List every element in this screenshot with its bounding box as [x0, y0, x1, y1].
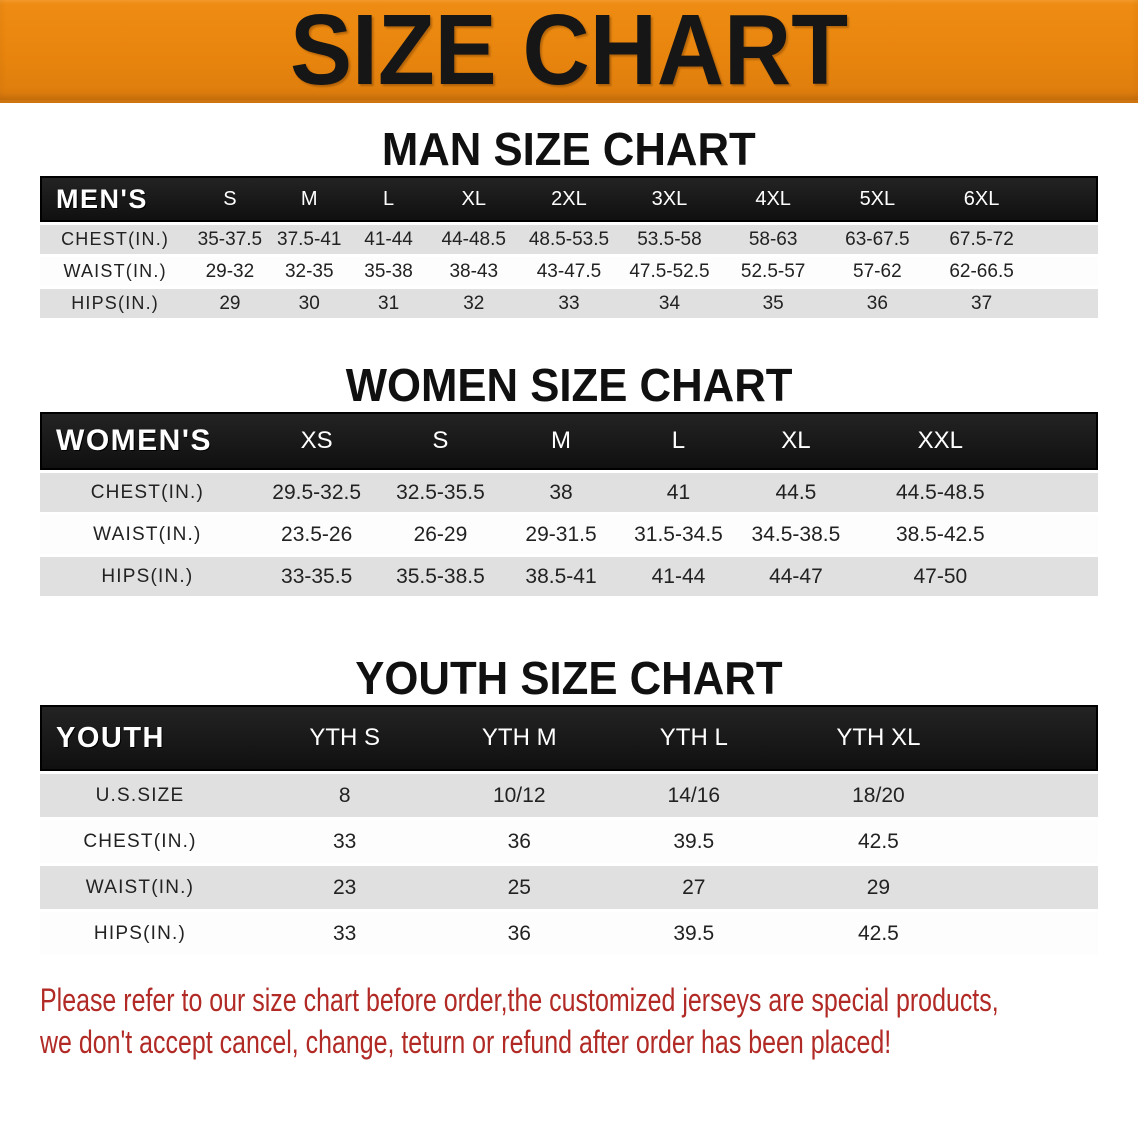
men-size-col-xl: XL [428, 176, 519, 222]
row-label: WAIST(IN.) [40, 257, 190, 286]
men-size-col-m: M [270, 176, 349, 222]
cell: 27 [589, 866, 798, 909]
cell: 41-44 [349, 225, 428, 254]
row-label: CHEST(IN.) [40, 225, 190, 254]
cell: 32.5-35.5 [379, 473, 503, 512]
cell: 29 [190, 289, 269, 318]
men-table-header-row [40, 176, 1098, 222]
cell: 34.5-38.5 [737, 515, 854, 554]
cell: 52.5-57 [720, 257, 826, 286]
women-chest-row [40, 473, 1098, 512]
men-size-table [40, 173, 1098, 321]
cell: 38 [502, 473, 619, 512]
cell: 38.5-42.5 [855, 515, 1026, 554]
youth-section-heading: YOUTH SIZE CHART [355, 652, 783, 704]
filler-cell [958, 866, 1098, 909]
men-size-col-6xl: 6XL [929, 176, 1035, 222]
youth-table-header-row [40, 705, 1098, 771]
women-section-heading: WOMEN SIZE CHART [345, 359, 793, 411]
cell: 38.5-41 [502, 557, 619, 596]
men-waist-row [40, 257, 1098, 286]
cell: 42.5 [799, 912, 959, 955]
cell: 36 [826, 289, 929, 318]
women-size-col-m: M [502, 412, 619, 470]
row-label: WAIST(IN.) [40, 866, 240, 909]
men-size-col-2xl: 2XL [519, 176, 618, 222]
cell: 29 [799, 866, 959, 909]
men-size-col-l: L [349, 176, 428, 222]
cell: 18/20 [799, 774, 959, 817]
cell: 67.5-72 [929, 225, 1035, 254]
cell: 63-67.5 [826, 225, 929, 254]
header-filler-cell [958, 705, 1098, 771]
cell: 33 [519, 289, 618, 318]
cell: 35.5-38.5 [379, 557, 503, 596]
filler-cell [958, 820, 1098, 863]
header-filler-cell [1034, 176, 1098, 222]
row-label: CHEST(IN.) [40, 820, 240, 863]
cell: 23.5-26 [255, 515, 379, 554]
row-label: HIPS(IN.) [40, 289, 190, 318]
cell: 35-37.5 [190, 225, 269, 254]
cell: 53.5-58 [619, 225, 721, 254]
women-size-col-s: S [379, 412, 503, 470]
row-label: U.S.SIZE [40, 774, 240, 817]
youth-ussize-row [40, 774, 1098, 817]
cell: 41 [620, 473, 737, 512]
men-chest-row [40, 225, 1098, 254]
disclaimer [40, 979, 1138, 1063]
youth-size-table [40, 702, 1098, 958]
cell: 32 [428, 289, 519, 318]
cell: 48.5-53.5 [519, 225, 618, 254]
men-size-col-4xl: 4XL [720, 176, 826, 222]
cell: 35 [720, 289, 826, 318]
men-section-heading: MAN SIZE CHART [382, 123, 756, 175]
cell: 33 [240, 820, 449, 863]
cell: 62-66.5 [929, 257, 1035, 286]
youth-chest-row [40, 820, 1098, 863]
cell: 29-31.5 [502, 515, 619, 554]
filler-cell [1034, 289, 1098, 318]
disclaimer-line-2: we don't accept cancel, change, teturn or refund after order has been placed! [40, 1024, 892, 1060]
cell: 36 [449, 820, 589, 863]
cell: 10/12 [449, 774, 589, 817]
youth-size-col-s: YTH S [240, 705, 449, 771]
filler-cell [1034, 225, 1098, 254]
cell: 31 [349, 289, 428, 318]
row-label: HIPS(IN.) [40, 557, 255, 596]
row-label: HIPS(IN.) [40, 912, 240, 955]
banner-title: SIZE CHART [290, 0, 848, 103]
women-size-table [40, 409, 1098, 599]
cell: 33 [240, 912, 449, 955]
cell: 34 [619, 289, 721, 318]
cell: 25 [449, 866, 589, 909]
men-table-corner-label: MEN'S [40, 176, 190, 222]
filler-cell [1026, 515, 1098, 554]
cell: 37 [929, 289, 1035, 318]
filler-cell [958, 912, 1098, 955]
women-table-header-row [40, 412, 1098, 470]
cell: 58-63 [720, 225, 826, 254]
cell: 39.5 [589, 912, 798, 955]
row-label: WAIST(IN.) [40, 515, 255, 554]
cell: 43-47.5 [519, 257, 618, 286]
filler-cell [1026, 473, 1098, 512]
header-filler-cell [1026, 412, 1098, 470]
cell: 30 [270, 289, 349, 318]
women-size-col-l: L [620, 412, 737, 470]
youth-hips-row [40, 912, 1098, 955]
cell: 8 [240, 774, 449, 817]
cell: 47-50 [855, 557, 1026, 596]
filler-cell [958, 774, 1098, 817]
cell: 26-29 [379, 515, 503, 554]
cell: 36 [449, 912, 589, 955]
filler-cell [1026, 557, 1098, 596]
filler-cell [1034, 257, 1098, 286]
cell: 42.5 [799, 820, 959, 863]
cell: 31.5-34.5 [620, 515, 737, 554]
cell: 35-38 [349, 257, 428, 286]
women-hips-row [40, 557, 1098, 596]
youth-waist-row [40, 866, 1098, 909]
cell: 47.5-52.5 [619, 257, 721, 286]
women-size-col-xs: XS [255, 412, 379, 470]
cell: 29-32 [190, 257, 269, 286]
cell: 33-35.5 [255, 557, 379, 596]
youth-size-col-xl: YTH XL [799, 705, 959, 771]
women-size-col-xl: XL [737, 412, 854, 470]
disclaimer-line-1: Please refer to our size chart before order,the customized jerseys are special products, [40, 982, 999, 1018]
women-waist-row [40, 515, 1098, 554]
cell: 37.5-41 [270, 225, 349, 254]
cell: 41-44 [620, 557, 737, 596]
youth-size-col-m: YTH M [449, 705, 589, 771]
cell: 29.5-32.5 [255, 473, 379, 512]
cell: 44-47 [737, 557, 854, 596]
men-size-col-5xl: 5XL [826, 176, 929, 222]
cell: 44.5-48.5 [855, 473, 1026, 512]
youth-table-corner-label: YOUTH [40, 705, 240, 771]
cell: 23 [240, 866, 449, 909]
cell: 44-48.5 [428, 225, 519, 254]
cell: 32-35 [270, 257, 349, 286]
cell: 57-62 [826, 257, 929, 286]
youth-size-col-l: YTH L [589, 705, 798, 771]
cell: 38-43 [428, 257, 519, 286]
banner [0, 0, 1138, 103]
men-size-col-s: S [190, 176, 269, 222]
row-label: CHEST(IN.) [40, 473, 255, 512]
men-hips-row [40, 289, 1098, 318]
cell: 39.5 [589, 820, 798, 863]
women-table-corner-label: WOMEN'S [40, 412, 255, 470]
women-size-col-xxl: XXL [855, 412, 1026, 470]
men-size-col-3xl: 3XL [619, 176, 721, 222]
cell: 14/16 [589, 774, 798, 817]
cell: 44.5 [737, 473, 854, 512]
